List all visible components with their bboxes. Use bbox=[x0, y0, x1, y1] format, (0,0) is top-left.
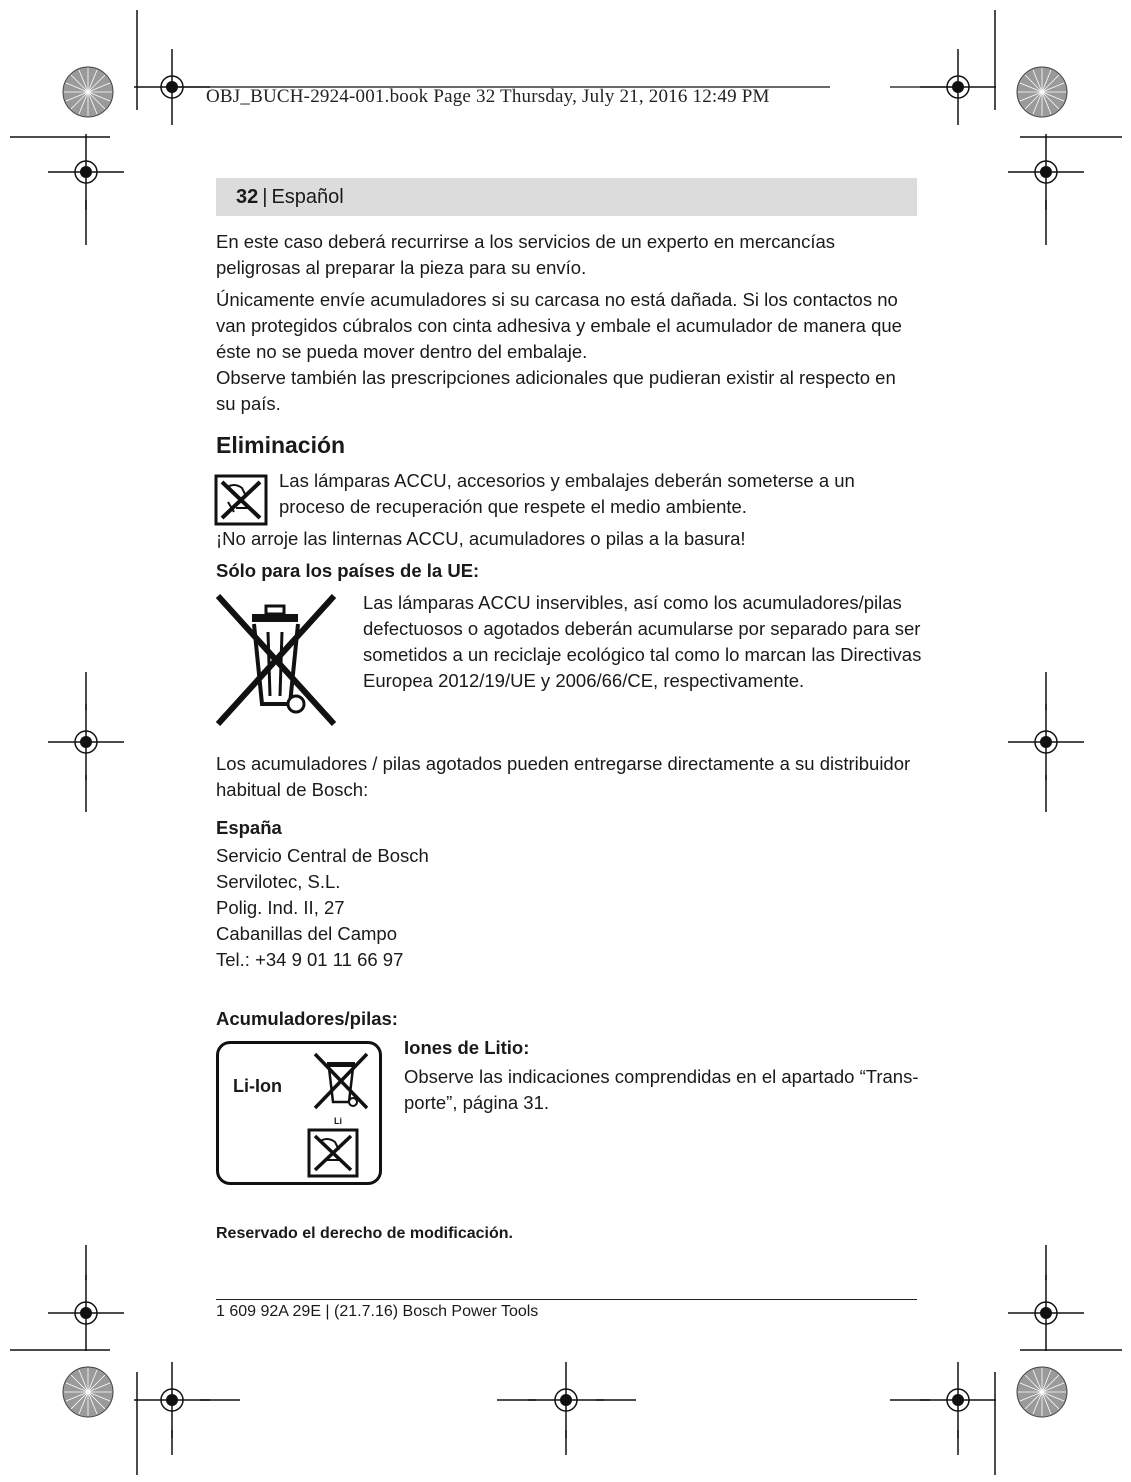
batteries-heading: Acumuladores/pilas: bbox=[216, 1008, 398, 1029]
eu-heading: Sólo para los países de la UE: bbox=[216, 560, 480, 581]
print-header: OBJ_BUCH-2924-001.book Page 32 Thursday, July 21, 2016 12:49 PM bbox=[206, 86, 770, 107]
address-line: Cabanillas del Campo bbox=[216, 923, 397, 944]
transport-paragraphs bbox=[216, 229, 916, 417]
paragraph: Únicamente envíe acumuladores si su carcasa no está dañada. Si los contactos no van protegidos cúbralos con cinta adhesiva y embale el acumulador de manera que éste no se pueda mover dentro del embalaje. bbox=[216, 289, 902, 362]
recycle-symbol-icon bbox=[307, 1128, 359, 1178]
eu-text: Las lámparas ACCU inservibles, así como los acumuladores/pilas defectuosos o agotados deberán acumularse por separado para ser sometidos a un reciclaje ecológico tal como lo marcan las Directivas Europea 2012/19/UE y 2006/66/CE, respectivamente. bbox=[363, 592, 922, 691]
address-line: Tel.: +34 9 01 11 66 97 bbox=[216, 949, 404, 970]
paragraph: En este caso deberá recurrirse a los servicios de un experto en mercancías peligrosas al preparar la pieza para su envío. bbox=[216, 231, 836, 278]
country-heading: España bbox=[216, 817, 282, 838]
li-sublabel: Li bbox=[334, 1116, 342, 1126]
section-language: Español bbox=[271, 185, 344, 208]
address-block bbox=[216, 843, 916, 973]
address-line: Polig. Ind. II, 27 bbox=[216, 897, 345, 918]
recycle-symbol-icon bbox=[214, 474, 268, 526]
li-ion-label: Li-Ion bbox=[233, 1076, 282, 1096]
page-number: 32 bbox=[236, 185, 259, 208]
battery-bin-icon bbox=[311, 1050, 371, 1118]
footer-rule bbox=[216, 1299, 917, 1300]
footer: 1 609 92A 29E | (21.7.16) Bosch Power Tools bbox=[216, 1303, 539, 1320]
header-separator: | bbox=[262, 185, 268, 208]
paragraph: Observe también las prescripciones adicionales que pudieran existir al respecto en su país. bbox=[216, 367, 896, 414]
address-line: Servicio Central de Bosch bbox=[216, 845, 429, 866]
li-text: Observe las indicaciones comprendidas en el apartado “Trans-porte”, página 31. bbox=[404, 1066, 919, 1113]
dealer-text: Los acumuladores / pilas agotados pueden entregarse directamente a su distribuidor habitual de Bosch: bbox=[216, 753, 911, 800]
address-line: Servilotec, S.L. bbox=[216, 871, 341, 892]
recovery-text: Las lámparas ACCU, accesorios y embalajes deberán someterse a un proceso de recuperación que respete el medio ambiente. bbox=[279, 470, 855, 517]
reserved-note: Reservado el derecho de modificación. bbox=[216, 1225, 513, 1242]
warning-text: ¡No arroje las linternas ACCU, acumuladores o pilas a la basura! bbox=[216, 528, 746, 549]
section-heading: Eliminación bbox=[216, 432, 346, 458]
li-ion-battery-icon bbox=[216, 1041, 382, 1185]
page-header bbox=[216, 178, 917, 216]
li-heading: Iones de Litio: bbox=[404, 1037, 530, 1058]
crossed-bin-icon bbox=[214, 592, 340, 728]
